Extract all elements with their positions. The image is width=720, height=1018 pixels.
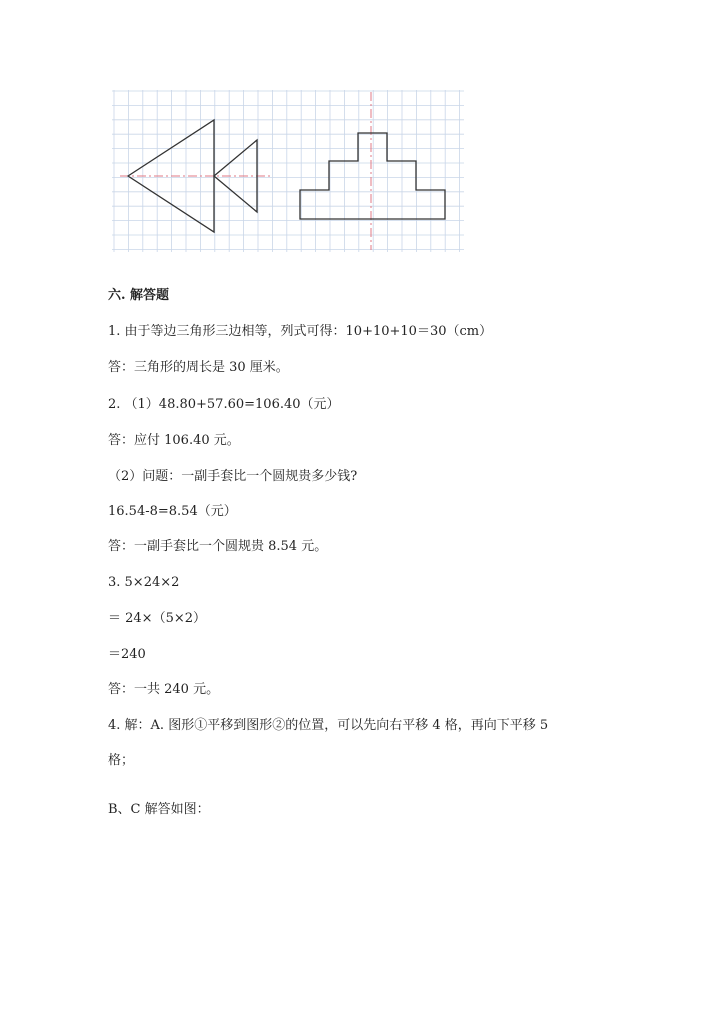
answer-line: B、C 解答如图： [108, 802, 210, 817]
answer-line: 答：一共 240 元。 [108, 682, 220, 697]
section-title: 六. 解答题 [108, 288, 170, 303]
answer-line: （2）问题：一副手套比一个圆规贵多少钱? [108, 469, 358, 484]
answer-line: 3. 5×24×2 [108, 575, 180, 590]
answer-line: 1. 由于等边三角形三边相等，列式可得：10+10+10＝30（cm） [108, 324, 493, 339]
answer-line: ＝240 [108, 647, 146, 662]
grid-figure [112, 90, 464, 252]
answer-line: 答：应付 106.40 元。 [108, 433, 240, 448]
grid-lines [112, 90, 464, 252]
answer-line: 答：一副手套比一个圆规贵 8.54 元。 [108, 539, 328, 554]
answer-line: 答：三角形的周长是 30 厘米。 [108, 360, 289, 375]
answer-line: ＝ 24×（5×2） [108, 611, 207, 626]
answer-line: 4. 解：A. 图形①平移到图形②的位置，可以先向右平移 4 格，再向下平移 5 [108, 718, 549, 733]
answer-line: 格； [108, 753, 135, 768]
answer-line: 16.54-8=8.54（元） [108, 504, 237, 519]
answer-line: 2. （1）48.80+57.60=106.40（元） [108, 397, 340, 412]
